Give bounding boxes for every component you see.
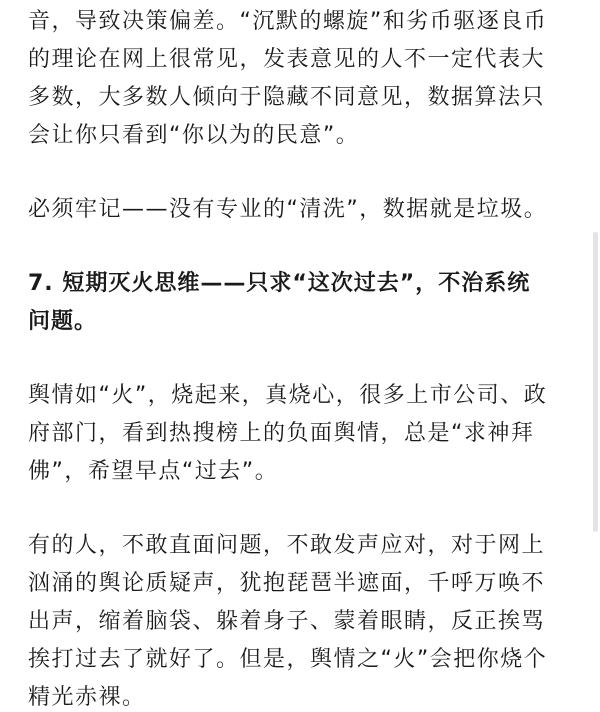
paragraph-line: 府部门，看到热搜榜上的负面舆情，总是“求神拜 — [28, 421, 535, 446]
paragraph-line: 多数，大多数人倾向于隐藏不同意见，数据算法只 — [28, 85, 546, 110]
paragraph-line: 音，导致决策偏差。“沉默的螺旋”和劣币驱逐良币 — [28, 9, 548, 34]
paragraph-line: 挨打过去了就好了。但是，舆情之“火”会把你烧个 — [28, 647, 548, 672]
section-heading: 7. 短期灭火思维——只求“这次过去”，不治系统 — [28, 271, 531, 296]
paragraph-line: 必须牢记——没有专业的“清洗”，数据就是垃圾。 — [28, 197, 548, 222]
paragraph-line: 出声，缩着脑袋、躲着身子、蒙着眼睛，反正挨骂 — [28, 609, 546, 634]
paragraph-line: 舆情如“火”，烧起来，真烧心，很多上市公司、政 — [28, 383, 548, 408]
scrollbar-thumb[interactable] — [593, 232, 598, 532]
paragraph-line: 有的人，不敢直面问题，不敢发声应对，对于网上 — [28, 533, 546, 558]
section-heading: 问题。 — [28, 309, 98, 334]
paragraph-line: 会让你只看到“你以为的民意”。 — [28, 123, 360, 148]
paragraph-line: 的理论在网上很常见，发表意见的人不一定代表大 — [28, 47, 546, 72]
paragraph-line: 佛”，希望早点“过去”。 — [28, 459, 279, 484]
paragraph-line: 精光赤裸。 — [28, 685, 146, 710]
paragraph-line: 汹涌的舆论质疑声，犹抱琵琶半遮面，千呼万唤不 — [28, 571, 546, 596]
